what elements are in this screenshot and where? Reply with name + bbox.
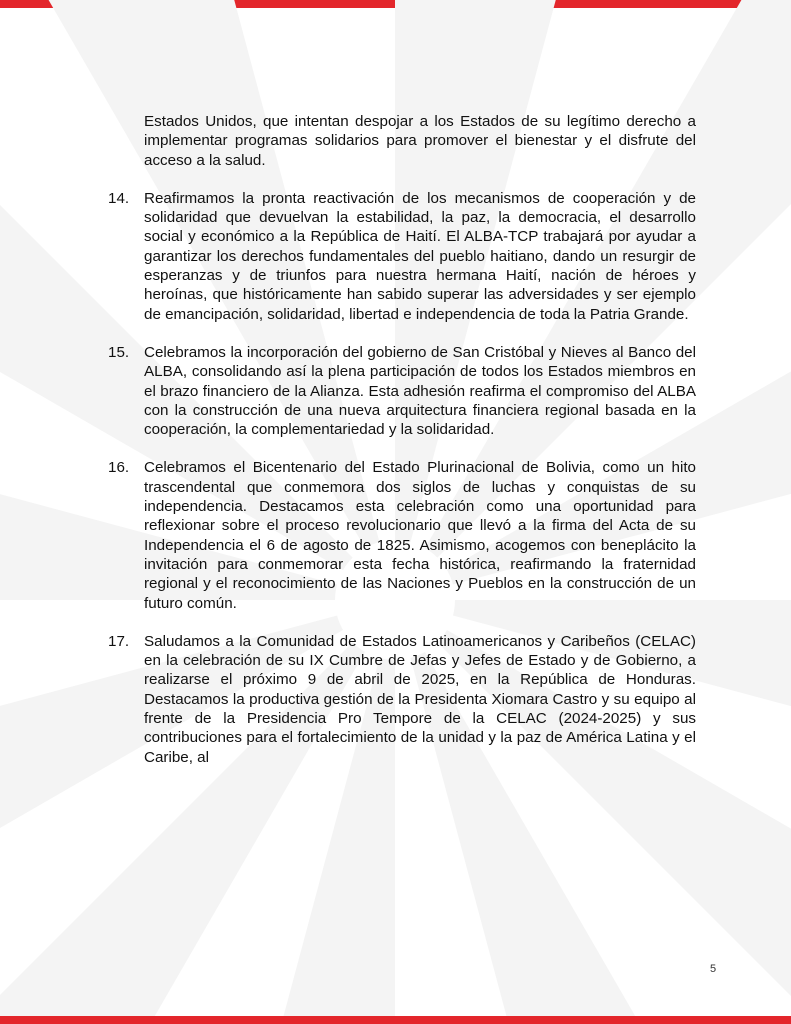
- bottom-accent-bar: [0, 1016, 791, 1024]
- list-item-17: [108, 632, 696, 767]
- item-number: 16.: [108, 459, 130, 477]
- item-number: 15.: [108, 343, 130, 361]
- item-number: 17.: [108, 632, 130, 650]
- intro-paragraph: Estados Unidos, que intentan despojar a los Estados de su legítimo derecho a implementar programas solidarios para promover el bienestar y el disfrute del acceso a la salud.: [144, 113, 696, 169]
- item-text: Celebramos el Bicentenario del Estado Plurinacional de Bolivia, como un hito trascendental que conmemora dos siglos de luchas y conquistas de su independencia. Destacamos esta celebración como una oportunidad para reflexionar sobre el proceso revolucionario que llevó a la firma del Acta de su Independencia el 6 de agosto de 1825. Asimismo, acogemos con beneplácito la invitación para conmemorar esta fecha histórica, reafirmando la fraternidad regional y el reconocimiento de las Naciones y Pueblos en la construcción de un futuro común.: [144, 459, 696, 612]
- item-text: Saludamos a la Comunidad de Estados Latinoamericanos y Caribeños (CELAC) en la celebración de su IX Cumbre de Jefas y Jefes de Estado y de Gobierno, a realizarse el próximo 9 de abril de 2025, en la República de Honduras. Destacamos la productiva gestión de la Presidenta Xiomara Castro y su equipo al frente de la Presidencia Pro Tempore de la CELAC (2024-2025) y sus contribuciones para el fortalecimiento de la unidad y la paz de América Latina y el Caribe, al: [144, 632, 696, 766]
- list-item-15: [108, 343, 696, 439]
- document-body: [108, 112, 696, 786]
- item-text: Reafirmamos la pronta reactivación de los mecanismos de cooperación y de solidaridad que devuelvan la estabilidad, la paz, la democracia, el desarrollo social y económico a la República de Haití. El ALBA-TCP trabajará por ayudar a garantizar los derechos fundamentales del pueblo haitiano, dando un resurgir de esperanzas y de triunfos para nuestra hermana Haití, nación de héroes y heroínas, que históricamente han sabido superar las adversidades y ser ejemplo de emancipación, solidaridad, libertad e independencia de toda la Patria Grande.: [144, 189, 696, 323]
- page-number: 5: [710, 963, 717, 975]
- list-item-16: [108, 458, 696, 612]
- item-text: Celebramos la incorporación del gobierno de San Cristóbal y Nieves al Banco del ALBA, consolidando así la plena participación de todos los Estados miembros en el brazo financiero de la Alianza. Esta adhesión reafirma el compromiso del ALBA con la construcción de una nueva arquitectura financiera regional basada en la cooperación, la complementariedad y la solidaridad.: [144, 343, 696, 439]
- item-number: 14.: [108, 189, 130, 207]
- list-item-14: [108, 189, 696, 324]
